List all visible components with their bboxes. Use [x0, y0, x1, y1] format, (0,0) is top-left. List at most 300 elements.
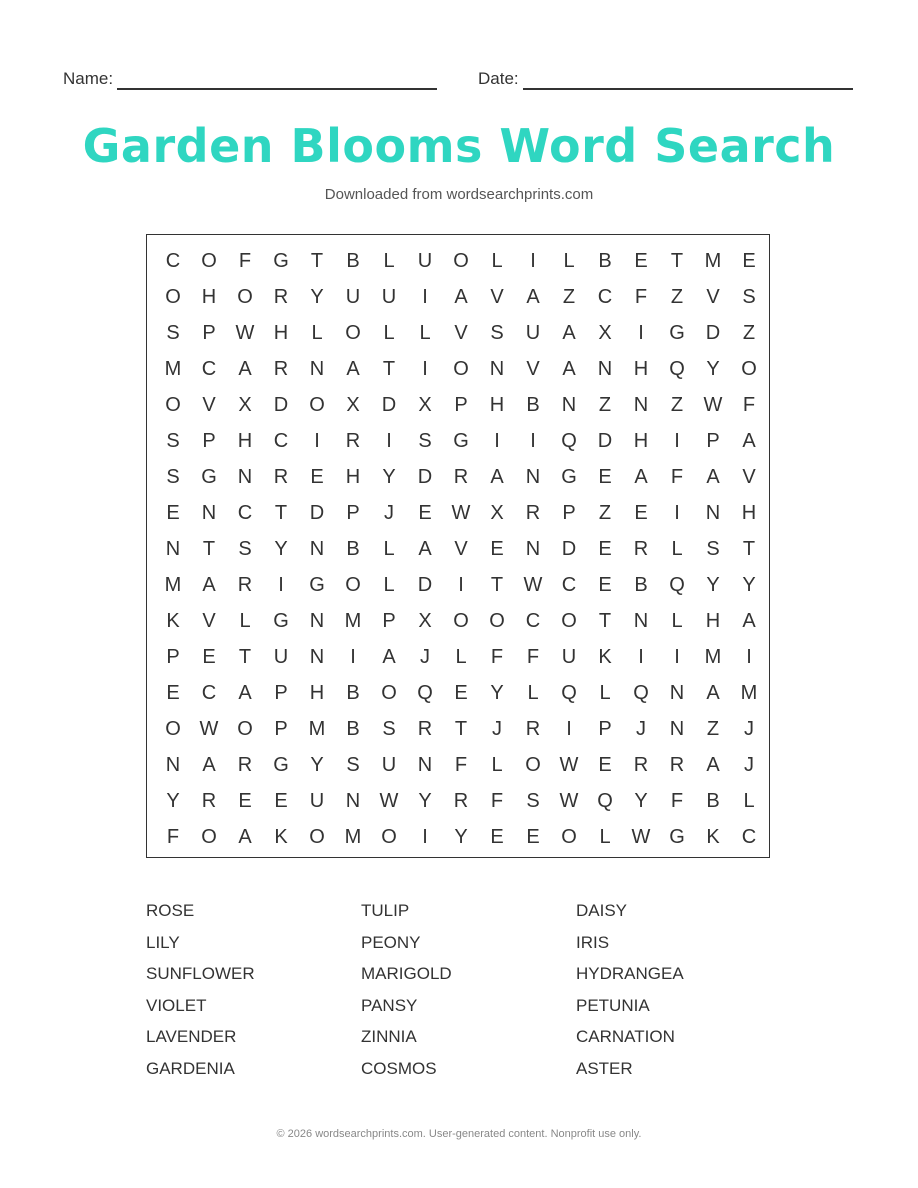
word-item: LILY [146, 932, 180, 952]
grid-cell[interactable]: B [598, 249, 612, 272]
grid-cell[interactable]: Q [597, 789, 613, 812]
grid-cell[interactable]: D [597, 429, 613, 452]
grid-cell[interactable]: T [382, 357, 396, 380]
grid-cell[interactable]: L [671, 537, 683, 560]
grid-cell[interactable]: I [278, 573, 284, 596]
grid-cell[interactable]: A [634, 465, 648, 488]
grid-cell[interactable]: Y [418, 789, 432, 812]
grid-cell[interactable]: N [633, 393, 649, 416]
grid-cell[interactable]: H [309, 681, 325, 704]
grid-cell[interactable]: B [346, 681, 360, 704]
grid-cell[interactable]: G [669, 825, 685, 848]
grid-cell[interactable]: M [704, 645, 722, 668]
grid-cell[interactable]: E [166, 681, 180, 704]
grid-cell[interactable]: I [530, 249, 536, 272]
grid-cell[interactable]: I [422, 285, 428, 308]
grid-cell[interactable]: O [489, 609, 505, 632]
grid-cell[interactable]: T [274, 501, 288, 524]
grid-cell[interactable]: E [166, 501, 180, 524]
grid-cell[interactable]: K [598, 645, 612, 668]
grid-cell[interactable]: W [559, 789, 579, 812]
grid-cell[interactable]: Y [310, 753, 324, 776]
grid-cell[interactable]: Z [706, 717, 720, 740]
grid-cell[interactable]: S [166, 321, 180, 344]
grid-cell[interactable]: O [561, 825, 577, 848]
grid-cell[interactable]: E [274, 789, 288, 812]
grid-cell[interactable]: P [274, 717, 288, 740]
grid-cell[interactable]: H [705, 609, 721, 632]
footer-copyright: © 2026 wordsearchprints.com. User-generated content. Nonprofit use only. [276, 1128, 642, 1140]
grid-cell[interactable]: I [674, 429, 680, 452]
grid-cell[interactable]: G [273, 753, 289, 776]
grid-cell[interactable]: O [309, 825, 325, 848]
grid-cell[interactable]: I [314, 429, 320, 452]
grid-cell[interactable]: A [382, 645, 396, 668]
grid-cell[interactable]: O [453, 249, 469, 272]
name-line[interactable] [117, 73, 437, 90]
grid-cell[interactable]: H [273, 321, 289, 344]
grid-cell[interactable]: L [383, 249, 395, 272]
grid-cell[interactable]: E [634, 249, 648, 272]
grid-cell[interactable]: W [703, 393, 723, 416]
grid-cell[interactable]: S [490, 321, 504, 344]
grid-cell[interactable]: D [705, 321, 721, 344]
grid-cell[interactable]: O [741, 357, 757, 380]
grid-cell[interactable]: A [202, 573, 216, 596]
grid-cell[interactable]: A [706, 753, 720, 776]
grid-cell[interactable]: B [346, 249, 360, 272]
grid-cell[interactable]: F [634, 285, 648, 308]
grid-cell[interactable]: M [740, 681, 758, 704]
grid-cell[interactable]: A [418, 537, 432, 560]
grid-cell[interactable]: N [633, 609, 649, 632]
grid-cell[interactable]: P [346, 501, 360, 524]
grid-cell[interactable]: F [670, 465, 684, 488]
grid-cell[interactable]: I [422, 825, 428, 848]
grid-cell[interactable]: S [346, 753, 360, 776]
grid-cell[interactable]: A [202, 753, 216, 776]
grid-cell[interactable]: P [202, 321, 216, 344]
grid-cell[interactable]: I [386, 429, 392, 452]
grid-cell[interactable]: Z [598, 501, 612, 524]
puzzle-grid [155, 243, 767, 855]
grid-cell[interactable]: O [201, 825, 217, 848]
grid-cell[interactable]: E [598, 573, 612, 596]
grid-cell[interactable]: F [526, 645, 540, 668]
grid-cell[interactable]: E [418, 501, 432, 524]
grid-cell[interactable]: P [598, 717, 612, 740]
grid-cell[interactable]: R [633, 537, 649, 560]
grid-cell[interactable]: A [526, 285, 540, 308]
grid-cell[interactable]: X [418, 393, 432, 416]
grid-cell[interactable]: I [458, 573, 464, 596]
grid-cell[interactable]: E [634, 501, 648, 524]
grid-cell[interactable]: U [417, 249, 433, 272]
grid-cell[interactable]: Q [669, 357, 685, 380]
grid-cell[interactable]: R [201, 789, 217, 812]
grid-cell[interactable]: V [202, 609, 216, 632]
grid-cell[interactable]: X [490, 501, 504, 524]
grid-cell[interactable]: A [490, 465, 504, 488]
grid-cell[interactable]: W [631, 825, 651, 848]
grid-cell[interactable]: C [273, 429, 289, 452]
grid-cell[interactable]: N [525, 537, 541, 560]
grid-cell[interactable]: K [166, 609, 180, 632]
grid-cell[interactable]: H [345, 465, 361, 488]
grid-cell[interactable]: N [309, 645, 325, 668]
grid-cell[interactable]: R [237, 753, 253, 776]
grid-cell[interactable]: G [201, 465, 217, 488]
grid-cell[interactable]: Y [742, 573, 756, 596]
grid-cell[interactable]: X [238, 393, 252, 416]
grid-cell[interactable]: U [525, 321, 541, 344]
grid-cell[interactable]: T [670, 249, 684, 272]
grid-cell[interactable]: O [165, 285, 181, 308]
grid-cell[interactable]: I [746, 645, 752, 668]
grid-cell[interactable]: E [310, 465, 324, 488]
grid-cell[interactable]: J [384, 501, 394, 524]
grid-cell[interactable]: F [454, 753, 468, 776]
grid-cell[interactable]: L [599, 681, 611, 704]
grid-cell[interactable]: T [310, 249, 324, 272]
grid-cell[interactable]: F [742, 393, 756, 416]
grid-cell[interactable]: S [238, 537, 252, 560]
grid-cell[interactable]: O [165, 717, 181, 740]
grid-cell[interactable]: B [526, 393, 540, 416]
grid-cell[interactable]: S [418, 429, 432, 452]
grid-cell[interactable]: I [494, 429, 500, 452]
grid-cell[interactable]: V [526, 357, 540, 380]
grid-cell[interactable]: N [669, 681, 685, 704]
grid-cell[interactable]: C [201, 357, 217, 380]
grid-cell[interactable]: J [492, 717, 502, 740]
grid-cell[interactable]: C [741, 825, 757, 848]
grid-cell[interactable]: P [166, 645, 180, 668]
grid-cell[interactable]: R [525, 501, 541, 524]
grid-cell[interactable]: R [345, 429, 361, 452]
grid-cell[interactable]: A [238, 825, 252, 848]
grid-cell[interactable]: E [598, 537, 612, 560]
grid-cell[interactable]: X [418, 609, 432, 632]
grid-cell[interactable]: A [706, 465, 720, 488]
grid-cell[interactable]: T [454, 717, 468, 740]
grid-cell[interactable]: R [669, 753, 685, 776]
grid-cell[interactable]: A [742, 609, 756, 632]
grid-cell[interactable]: U [381, 285, 397, 308]
grid-cell[interactable]: G [669, 321, 685, 344]
grid-cell[interactable]: G [309, 573, 325, 596]
grid-cell[interactable]: U [309, 789, 325, 812]
grid-cell[interactable]: V [742, 465, 756, 488]
grid-cell[interactable]: W [451, 501, 471, 524]
grid-cell[interactable]: L [491, 753, 503, 776]
grid-cell[interactable]: S [706, 537, 720, 560]
grid-cell[interactable]: X [346, 393, 360, 416]
grid-cell[interactable]: Y [382, 465, 396, 488]
grid-cell[interactable]: E [742, 249, 756, 272]
grid-cell[interactable]: C [201, 681, 217, 704]
grid-cell[interactable]: E [454, 681, 468, 704]
grid-cell[interactable]: A [742, 429, 756, 452]
grid-cell[interactable]: Y [634, 789, 648, 812]
grid-cell[interactable]: L [491, 249, 503, 272]
grid-cell[interactable]: N [597, 357, 613, 380]
grid-cell[interactable]: I [638, 321, 644, 344]
grid-cell[interactable]: F [670, 789, 684, 812]
grid-cell[interactable]: P [454, 393, 468, 416]
grid-cell[interactable]: Z [670, 285, 684, 308]
grid-cell[interactable]: O [237, 285, 253, 308]
grid-cell[interactable]: T [742, 537, 756, 560]
grid-cell[interactable]: L [599, 825, 611, 848]
grid-cell[interactable]: F [490, 789, 504, 812]
grid-cell[interactable]: N [309, 609, 325, 632]
grid-cell[interactable]: L [419, 321, 431, 344]
grid-cell[interactable]: D [381, 393, 397, 416]
grid-cell[interactable]: O [453, 357, 469, 380]
grid-cell[interactable]: L [383, 573, 395, 596]
grid-cell[interactable]: L [671, 609, 683, 632]
grid-cell[interactable]: N [417, 753, 433, 776]
grid-cell[interactable]: R [525, 717, 541, 740]
grid-cell[interactable]: Q [417, 681, 433, 704]
grid-cell[interactable]: B [346, 537, 360, 560]
grid-cell[interactable]: H [237, 429, 253, 452]
grid-cell[interactable]: A [562, 357, 576, 380]
grid-cell[interactable]: D [561, 537, 577, 560]
grid-cell[interactable]: M [344, 825, 362, 848]
grid-cell[interactable]: M [164, 573, 182, 596]
grid-cell[interactable]: Y [490, 681, 504, 704]
grid-cell[interactable]: E [490, 825, 504, 848]
grid-cell[interactable]: I [638, 645, 644, 668]
grid-cell[interactable]: O [237, 717, 253, 740]
grid-cell[interactable]: V [490, 285, 504, 308]
grid-cell[interactable]: D [273, 393, 289, 416]
name-field[interactable] [63, 68, 437, 90]
grid-cell[interactable]: H [489, 393, 505, 416]
date-line[interactable] [523, 73, 853, 90]
grid-cell[interactable]: N [489, 357, 505, 380]
grid-cell[interactable]: C [597, 285, 613, 308]
grid-cell[interactable]: U [381, 753, 397, 776]
grid-cell[interactable]: E [598, 465, 612, 488]
grid-cell[interactable]: N [309, 357, 325, 380]
grid-cell[interactable]: U [273, 645, 289, 668]
grid-cell[interactable]: M [164, 357, 182, 380]
grid-cell[interactable]: O [525, 753, 541, 776]
grid-cell[interactable]: N [705, 501, 721, 524]
grid-cell[interactable]: Q [633, 681, 649, 704]
grid-cell[interactable]: I [566, 717, 572, 740]
grid-cell[interactable]: T [238, 645, 252, 668]
grid-cell[interactable]: K [706, 825, 720, 848]
grid-cell[interactable]: O [345, 573, 361, 596]
grid-cell[interactable]: O [201, 249, 217, 272]
grid-cell[interactable]: B [634, 573, 648, 596]
grid-cell[interactable]: K [274, 825, 288, 848]
grid-cell[interactable]: U [561, 645, 577, 668]
grid-cell[interactable]: E [490, 537, 504, 560]
grid-cell[interactable]: S [166, 429, 180, 452]
grid-cell[interactable]: A [346, 357, 360, 380]
grid-cell[interactable]: C [165, 249, 181, 272]
grid-cell[interactable]: L [239, 609, 251, 632]
grid-cell[interactable]: N [525, 465, 541, 488]
grid-cell[interactable]: P [562, 501, 576, 524]
word-item: ZINNIA [361, 1027, 417, 1046]
grid-cell[interactable]: W [559, 753, 579, 776]
grid-cell[interactable]: N [165, 537, 181, 560]
grid-cell[interactable]: S [166, 465, 180, 488]
grid-cell[interactable]: M [308, 717, 326, 740]
grid-cell[interactable]: O [561, 609, 577, 632]
grid-cell[interactable]: F [166, 825, 180, 848]
grid-cell[interactable]: I [674, 501, 680, 524]
grid-cell[interactable]: H [633, 429, 649, 452]
grid-cell[interactable]: E [202, 645, 216, 668]
grid-cell[interactable]: Y [706, 573, 720, 596]
grid-cell[interactable]: I [530, 429, 536, 452]
grid-cell[interactable]: O [165, 393, 181, 416]
grid-cell[interactable]: V [706, 285, 720, 308]
grid-cell[interactable]: N [309, 537, 325, 560]
grid-cell[interactable]: A [706, 681, 720, 704]
grid-cell[interactable]: A [454, 285, 468, 308]
grid-cell[interactable]: Y [454, 825, 468, 848]
grid-cell[interactable]: Y [310, 285, 324, 308]
grid-cell[interactable]: T [598, 609, 612, 632]
date-label: Date: [478, 69, 519, 88]
grid-cell[interactable]: Y [706, 357, 720, 380]
grid-cell[interactable]: B [346, 717, 360, 740]
grid-cell[interactable]: R [453, 789, 469, 812]
grid-cell[interactable]: F [490, 645, 504, 668]
grid-cell[interactable]: L [743, 789, 755, 812]
grid-cell[interactable]: J [636, 717, 646, 740]
date-field[interactable] [478, 68, 853, 90]
grid-cell[interactable]: A [238, 357, 252, 380]
grid-cell[interactable]: S [382, 717, 396, 740]
grid-cell[interactable]: Q [669, 573, 685, 596]
grid-cell[interactable]: E [598, 753, 612, 776]
grid-cell[interactable]: V [454, 537, 468, 560]
grid-cell[interactable]: R [417, 717, 433, 740]
grid-cell[interactable]: O [345, 321, 361, 344]
grid-cell[interactable]: H [201, 285, 217, 308]
grid-cell[interactable]: F [238, 249, 252, 272]
grid-cell[interactable]: G [273, 249, 289, 272]
grid-cell[interactable]: O [381, 681, 397, 704]
grid-cell[interactable]: V [454, 321, 468, 344]
grid-cell[interactable]: S [526, 789, 540, 812]
grid-cell[interactable]: R [273, 285, 289, 308]
grid-cell[interactable]: B [706, 789, 720, 812]
grid-cell[interactable]: A [562, 321, 576, 344]
grid-cell[interactable]: C [237, 501, 253, 524]
grid-cell[interactable]: L [527, 681, 539, 704]
grid-cell[interactable]: N [345, 789, 361, 812]
grid-cell[interactable]: G [561, 465, 577, 488]
grid-cell[interactable]: C [561, 573, 577, 596]
grid-cell[interactable]: R [453, 465, 469, 488]
grid-cell[interactable]: O [309, 393, 325, 416]
grid-cell[interactable]: R [633, 753, 649, 776]
grid-cell[interactable]: R [273, 465, 289, 488]
grid-cell[interactable]: L [455, 645, 467, 668]
grid-cell[interactable]: L [383, 537, 395, 560]
grid-cell[interactable]: G [453, 429, 469, 452]
grid-cell[interactable]: E [526, 825, 540, 848]
grid-cell[interactable]: P [706, 429, 720, 452]
grid-cell[interactable]: R [273, 357, 289, 380]
grid-cell[interactable]: N [165, 753, 181, 776]
grid-cell[interactable]: L [563, 249, 575, 272]
grid-cell[interactable]: A [238, 681, 252, 704]
grid-cell[interactable]: D [417, 465, 433, 488]
grid-cell[interactable]: Z [562, 285, 576, 308]
grid-cell[interactable]: R [237, 573, 253, 596]
grid-cell[interactable]: J [744, 753, 754, 776]
grid-cell[interactable]: L [383, 321, 395, 344]
grid-cell[interactable]: L [311, 321, 323, 344]
grid-cell[interactable]: H [741, 501, 757, 524]
grid-cell[interactable]: Y [274, 537, 288, 560]
grid-cell[interactable]: W [523, 573, 543, 596]
grid-cell[interactable]: T [202, 537, 216, 560]
grid-cell[interactable]: O [453, 609, 469, 632]
grid-cell[interactable]: Q [561, 429, 577, 452]
grid-cell[interactable]: P [382, 609, 396, 632]
grid-cell[interactable]: W [199, 717, 219, 740]
grid-cell[interactable]: H [633, 357, 649, 380]
grid-cell[interactable]: Y [166, 789, 180, 812]
grid-cell[interactable]: P [202, 429, 216, 452]
grid-cell[interactable]: U [345, 285, 361, 308]
grid-cell[interactable]: I [674, 645, 680, 668]
grid-cell[interactable]: O [381, 825, 397, 848]
grid-cell[interactable]: Z [742, 321, 756, 344]
grid-cell[interactable]: M [704, 249, 722, 272]
grid-cell[interactable]: S [742, 285, 756, 308]
grid-cell[interactable]: E [238, 789, 252, 812]
grid-cell[interactable]: W [379, 789, 399, 812]
grid-cell[interactable]: G [273, 609, 289, 632]
grid-cell[interactable]: M [344, 609, 362, 632]
grid-cell[interactable]: I [350, 645, 356, 668]
grid-cell[interactable]: N [669, 717, 685, 740]
grid-cell[interactable]: D [417, 573, 433, 596]
grid-cell[interactable]: J [420, 645, 430, 668]
grid-cell[interactable]: Q [561, 681, 577, 704]
grid-cell[interactable]: T [490, 573, 504, 596]
grid-cell[interactable]: Z [598, 393, 612, 416]
grid-cell[interactable]: D [309, 501, 325, 524]
header-fields [63, 68, 855, 92]
word-item: HYDRANGEA [576, 964, 684, 983]
grid-cell[interactable]: J [744, 717, 754, 740]
grid-cell[interactable]: N [237, 465, 253, 488]
grid-cell[interactable]: V [202, 393, 216, 416]
grid-cell[interactable]: N [201, 501, 217, 524]
grid-cell[interactable]: P [274, 681, 288, 704]
grid-cell[interactable]: X [598, 321, 612, 344]
grid-cell[interactable]: Z [670, 393, 684, 416]
grid-cell[interactable]: W [235, 321, 255, 344]
grid-cell[interactable]: N [561, 393, 577, 416]
grid-cell[interactable]: C [525, 609, 541, 632]
grid-cell[interactable]: I [422, 357, 428, 380]
